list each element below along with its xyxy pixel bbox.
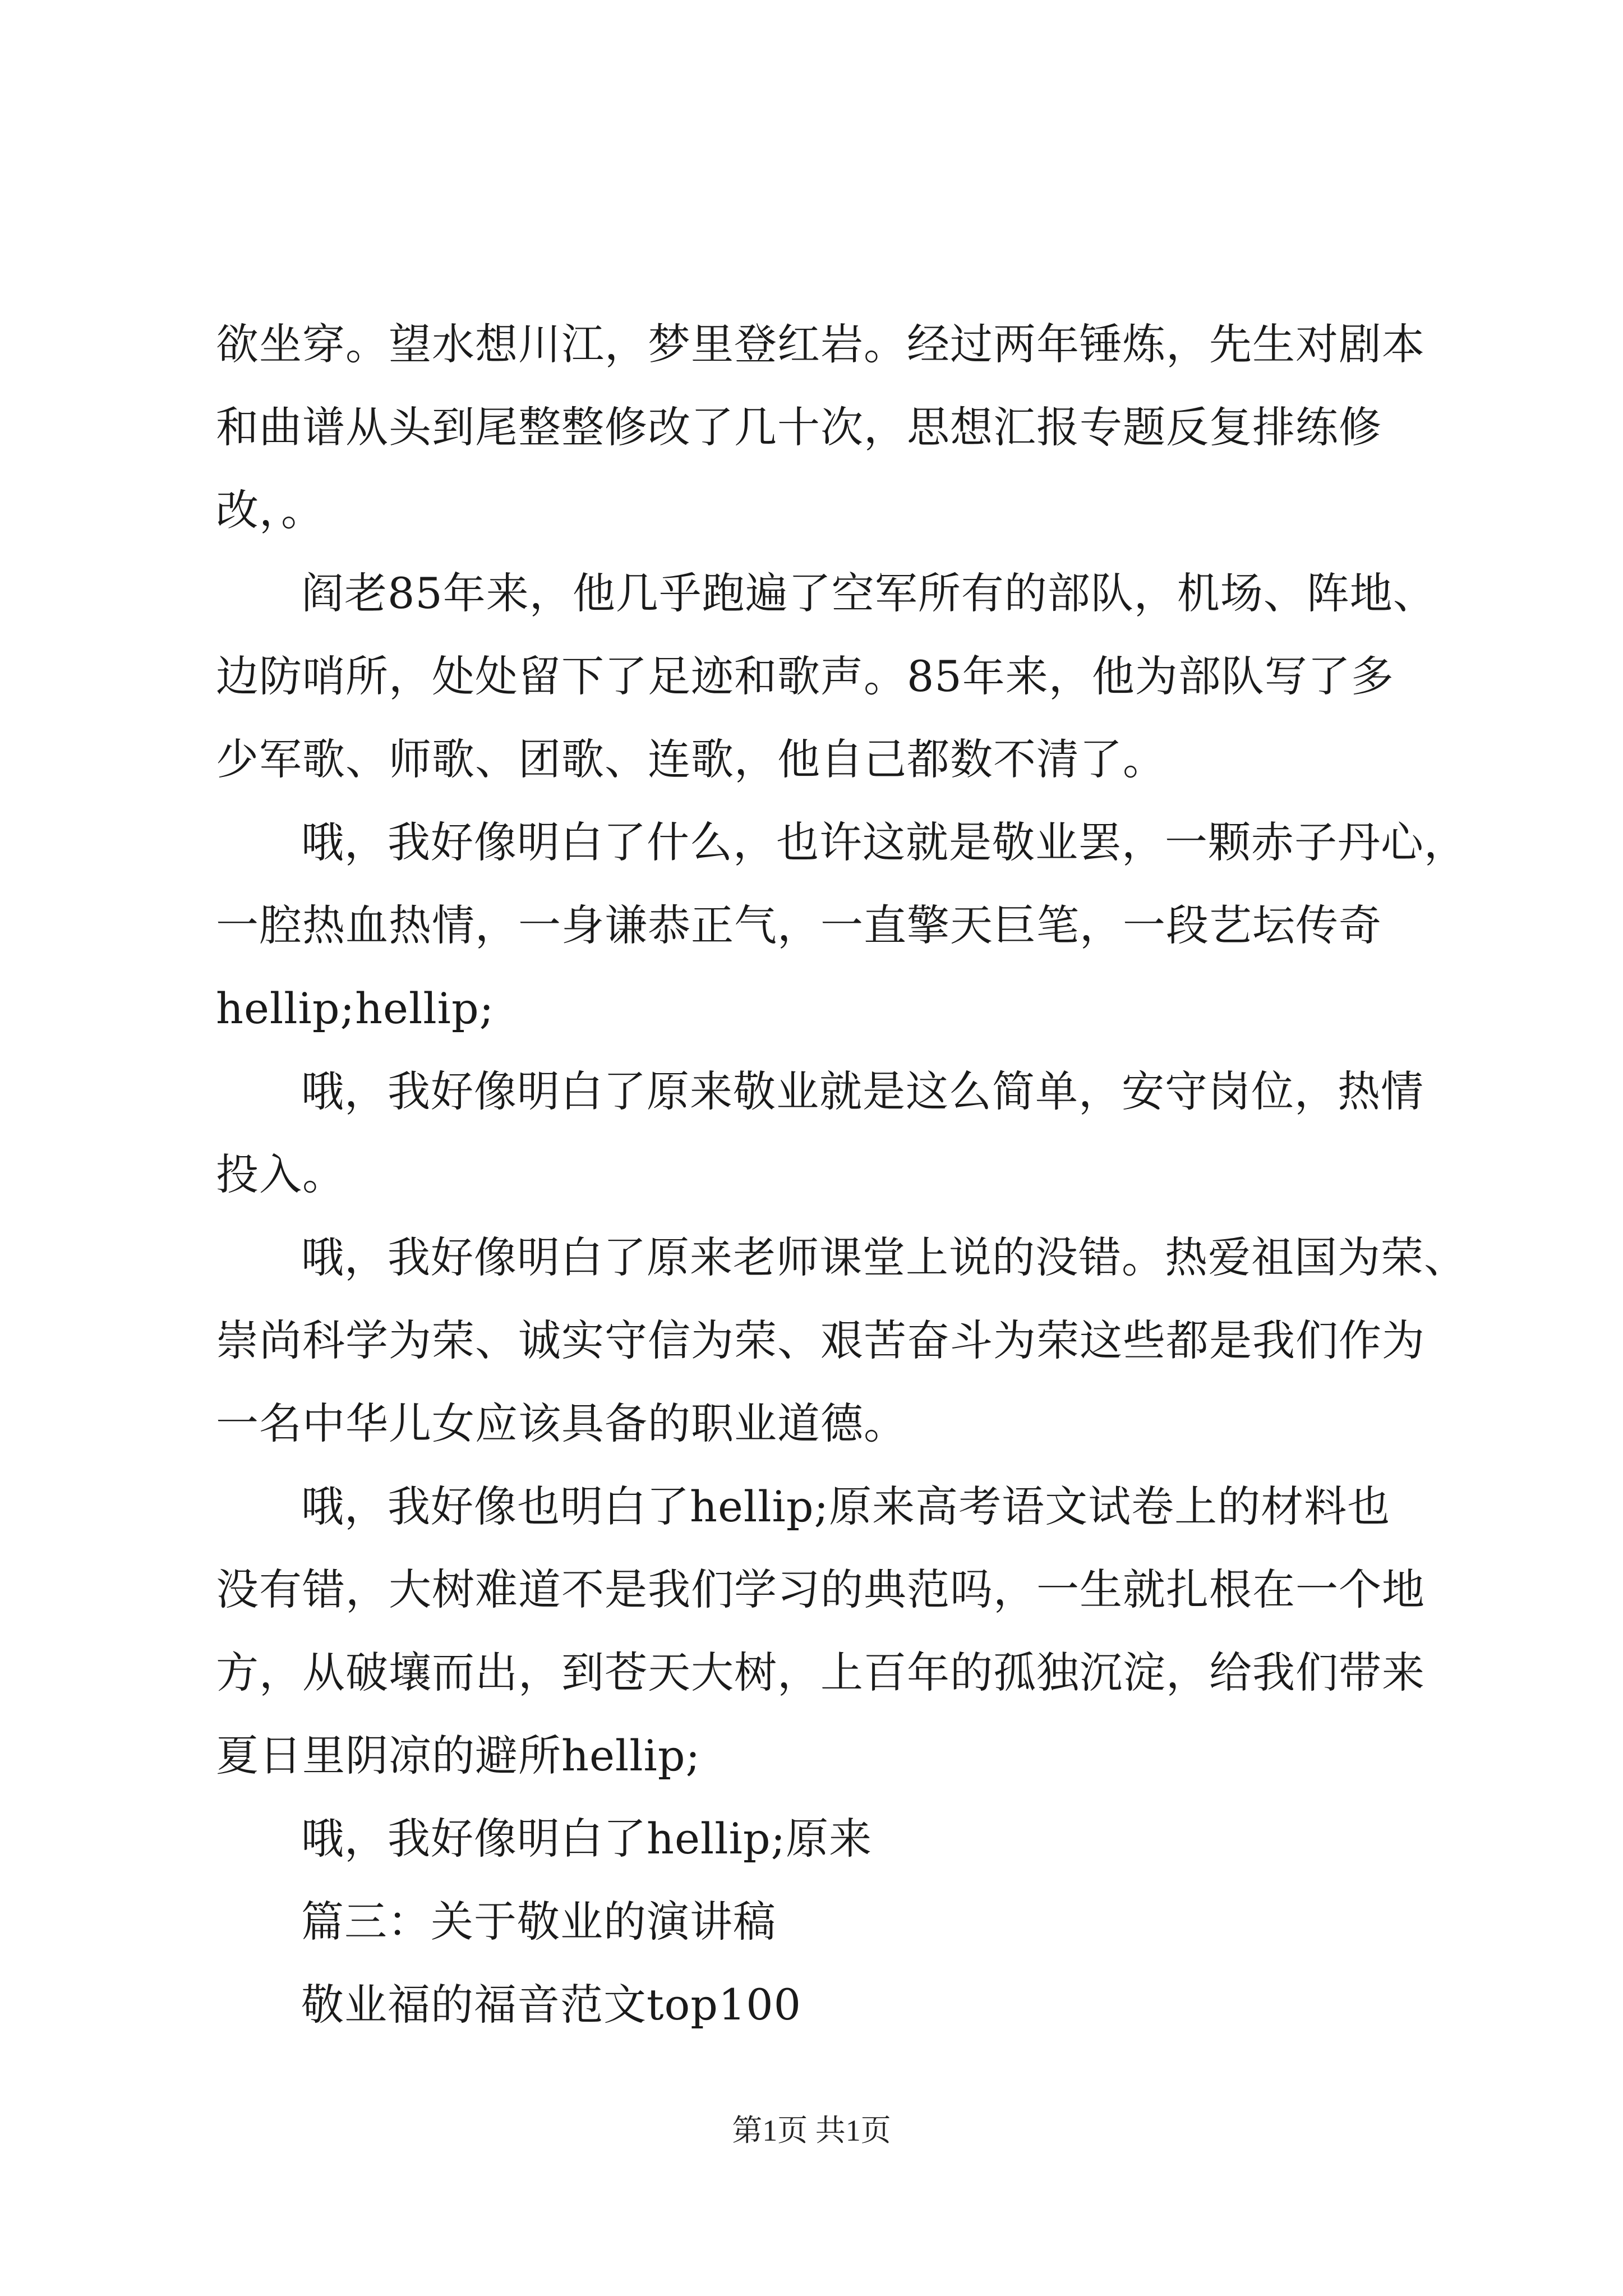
- section-heading: 篇三：关于敬业的演讲稿: [301, 1897, 776, 1947]
- document-body: [216, 303, 1467, 2046]
- paragraph-start-line: 哦，我好像明白了hellip;原来: [301, 1814, 873, 1864]
- text-line: 边防哨所，处处留下了足迹和歌声。85年来，他为部队写了多: [216, 651, 1394, 701]
- paragraph-start-line: 阎老85年来，他几乎跑遍了空军所有的部队，机场、阵地、: [301, 568, 1436, 618]
- text-line: 崇尚科学为荣、诚实守信为荣、艰苦奋斗为荣这些都是我们作为: [216, 1315, 1425, 1365]
- text-line: 一腔热血热情，一身谦恭正气，一直擎天巨笔，一段艺坛传奇: [216, 900, 1382, 950]
- text-line: 少军歌、师歌、团歌、连歌，他自己都数不清了。: [216, 734, 1166, 784]
- paragraph-start-line: 哦，我好像明白了原来敬业就是这么简单，安守岗位，热情: [301, 1066, 1424, 1116]
- text-line: 方，从破壤而出，到苍天大树，上百年的孤独沉淀，给我们带来: [216, 1648, 1425, 1697]
- section-subheading: 敬业福的福音范文top100: [301, 1980, 802, 2030]
- text-line: 和曲谱从头到尾整整修改了几十次，思想汇报专题反复排练修: [216, 402, 1382, 452]
- text-line: hellip;hellip;: [216, 983, 495, 1033]
- paragraph-start-line: 哦，我好像明白了原来老师课堂上说的没错。热爱祖国为荣、: [301, 1232, 1467, 1282]
- text-line: 夏日里阴凉的避所hellip;: [216, 1731, 701, 1780]
- page-number-footer: 第1页 共1页: [732, 2114, 891, 2147]
- paragraph-start-line: 哦，我好像明白了什么，也许这就是敬业罢，一颗赤子丹心，: [301, 817, 1467, 867]
- text-line: 没有错，大树难道不是我们学习的典范吗，一生就扎根在一个地: [216, 1565, 1425, 1614]
- paragraph-start-line: 哦，我好像也明白了hellip;原来高考语文试卷上的材料也: [301, 1481, 1391, 1531]
- text-line: 欲坐穿。望水想川江，梦里登红岩。经过两年锤炼，先生对剧本: [216, 319, 1425, 369]
- text-line: 投入。: [216, 1149, 345, 1199]
- text-line: 改，。: [216, 485, 324, 535]
- text-line: 一名中华儿女应该具备的职业道德。: [216, 1398, 907, 1448]
